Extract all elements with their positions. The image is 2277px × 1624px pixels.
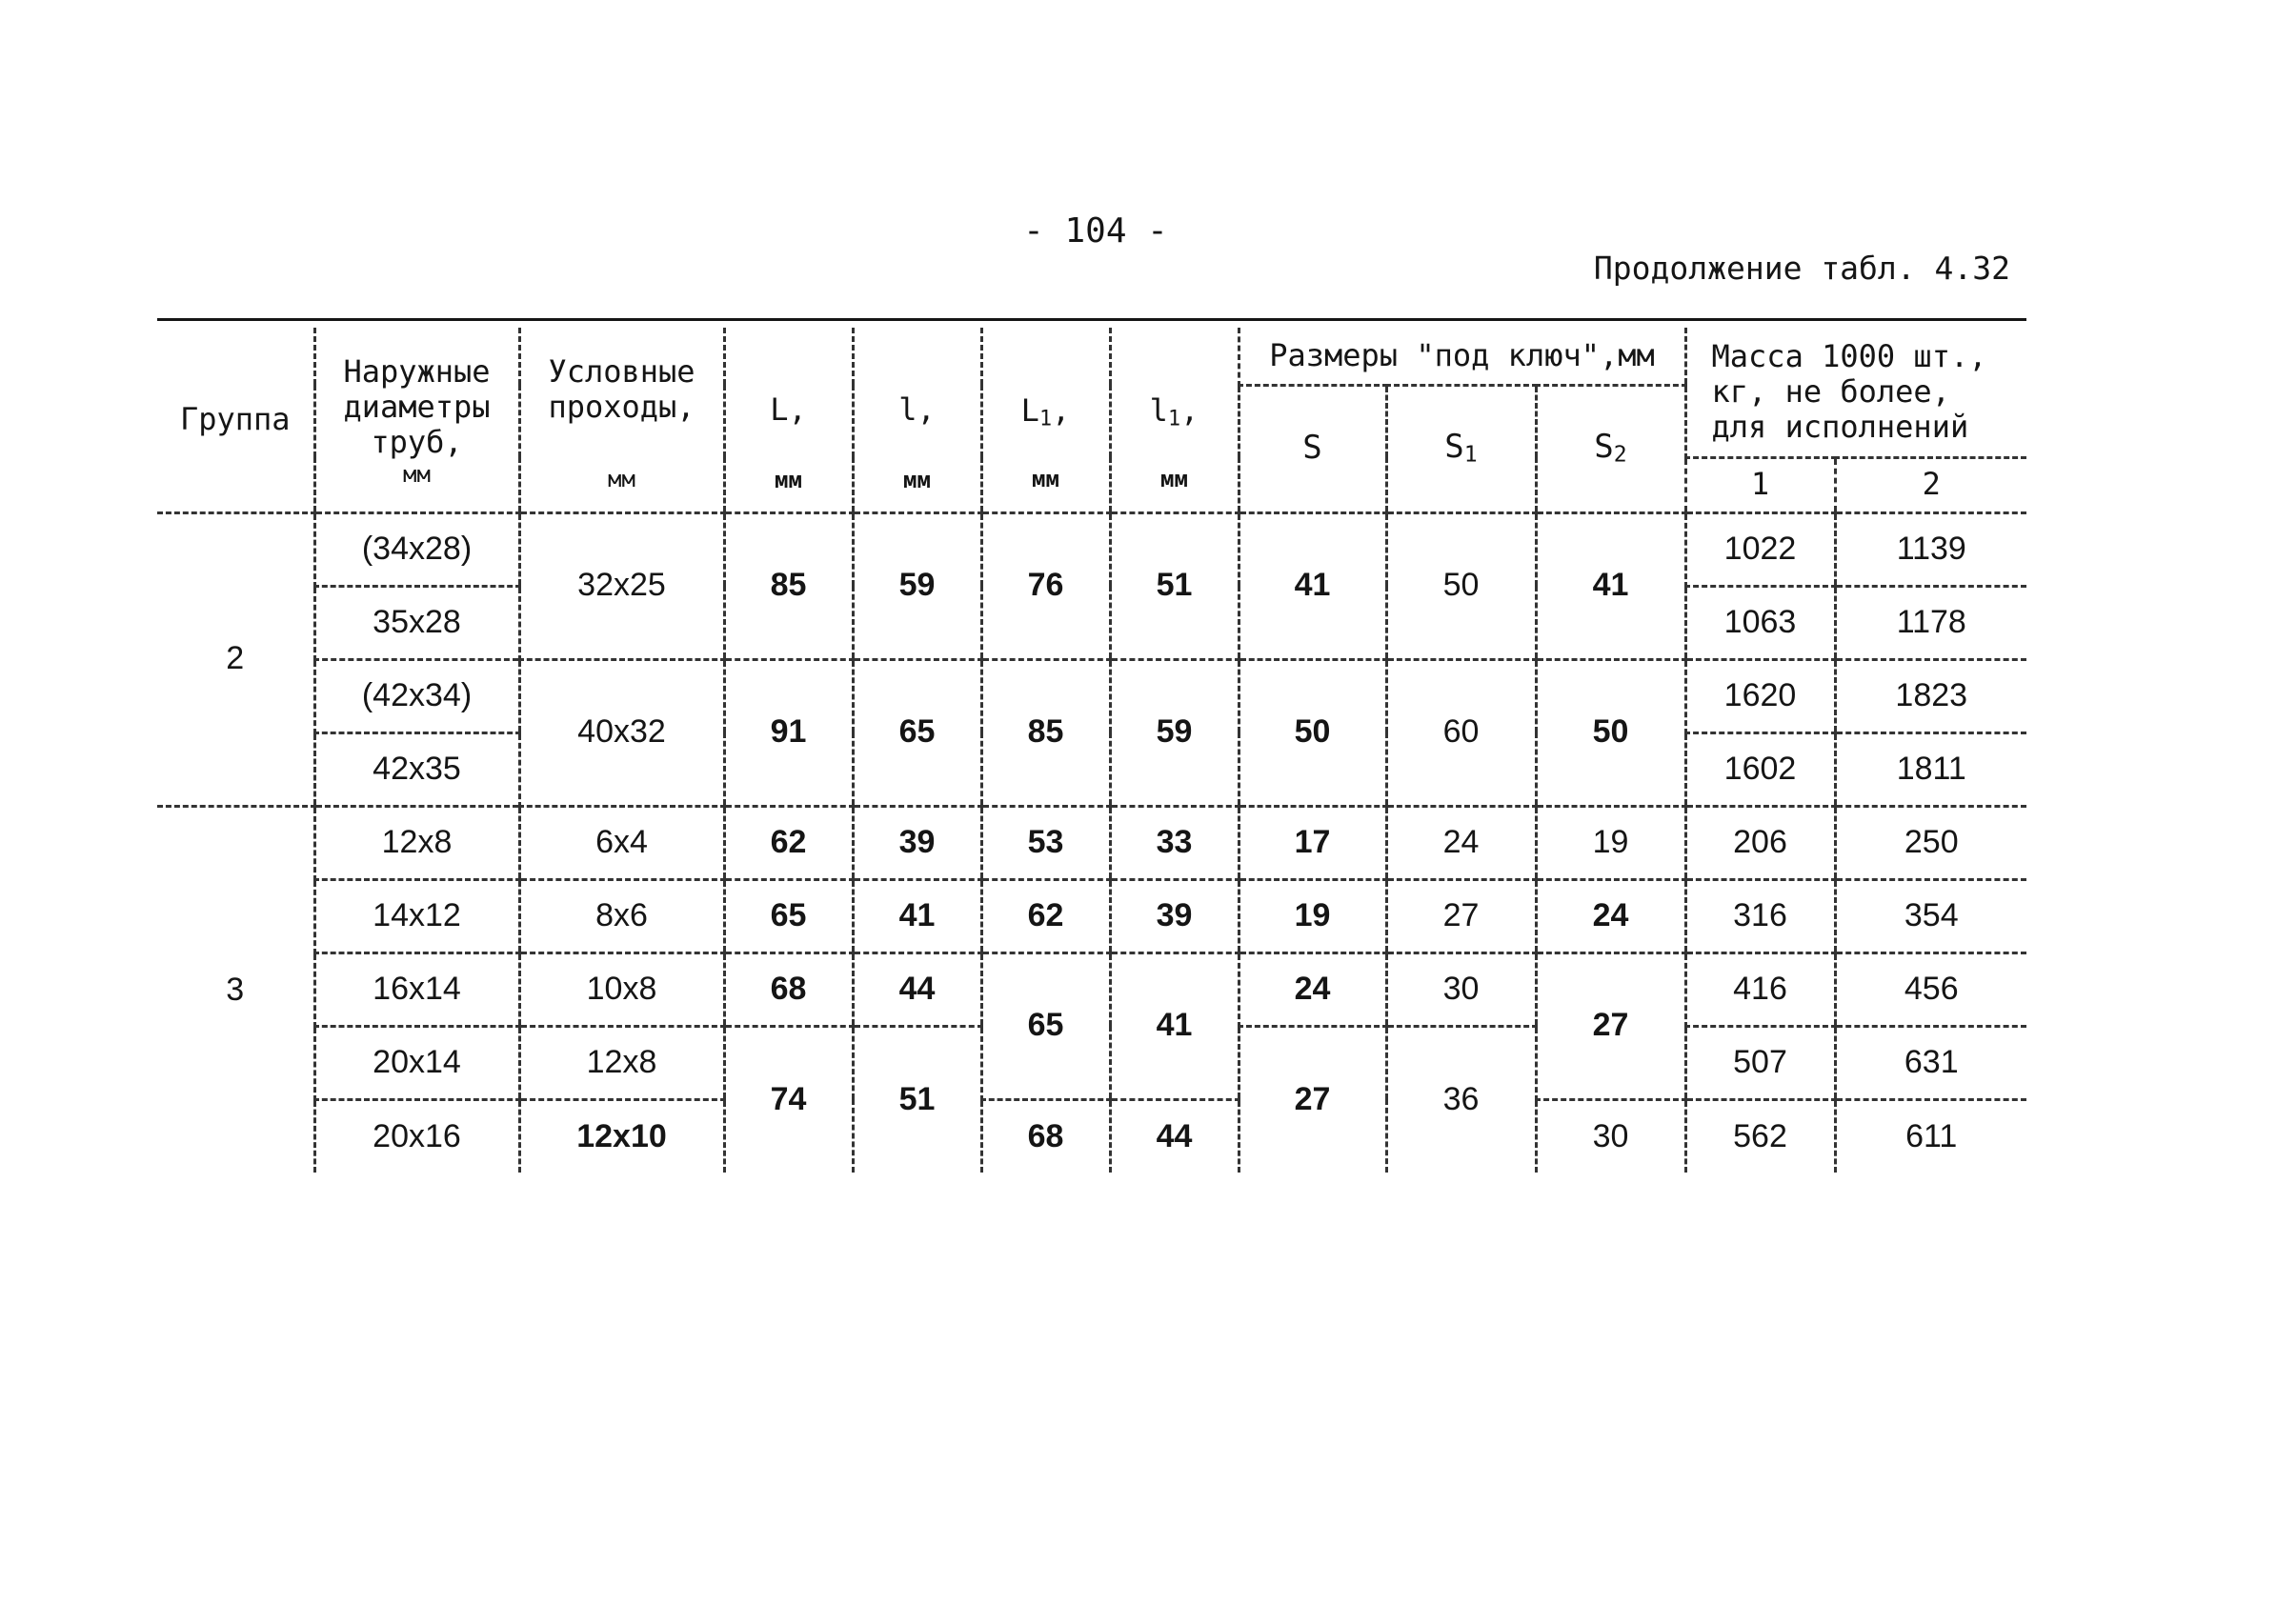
cell-mass-1: 416	[1685, 952, 1835, 1026]
cell-S1: 30	[1386, 952, 1536, 1026]
header-S1-sub: 1	[1463, 442, 1478, 468]
header-l-unit: мм	[903, 466, 931, 493]
cell-outer: (42x34)	[314, 659, 519, 732]
cell-outer: 20x16	[314, 1099, 519, 1173]
header-L1-label	[983, 393, 1109, 431]
table-top-rule	[157, 318, 2026, 321]
table-row	[157, 879, 2026, 952]
cell-S2: 19	[1536, 806, 1685, 879]
cell-l: 41	[853, 879, 981, 952]
cell-l1: 44	[1110, 1099, 1239, 1173]
cell-outer: 14x12	[314, 879, 519, 952]
cell-mass-1: 507	[1685, 1026, 1835, 1099]
header-L1-unit: мм	[1032, 466, 1059, 493]
cell-mass-1: 206	[1685, 806, 1835, 879]
header-S1	[1386, 385, 1536, 512]
cell-S: 27	[1239, 1026, 1386, 1173]
cell-L: 85	[724, 512, 853, 659]
header-S2	[1536, 385, 1685, 512]
cell-l1: 39	[1110, 879, 1239, 952]
page-number: - 104 -	[1023, 211, 1168, 251]
cell-l1: 33	[1110, 806, 1239, 879]
cell-mass-2: 354	[1835, 879, 2026, 952]
header-nominal-label: Условные проходы,	[548, 353, 695, 426]
header-L1	[981, 328, 1110, 512]
cell-mass-1: 316	[1685, 879, 1835, 952]
cell-nominal: 6x4	[519, 806, 724, 879]
cell-S1: 24	[1386, 806, 1536, 879]
cell-S1: 50	[1386, 512, 1536, 659]
cell-l: 44	[853, 952, 981, 1026]
cell-S: 17	[1239, 806, 1386, 879]
cell-mass-2: 631	[1835, 1026, 2026, 1099]
header-outer-label: Наружные диаметры труб,	[343, 353, 491, 461]
cell-nominal: 32x25	[519, 512, 724, 659]
cell-mass-1: 1022	[1685, 512, 1835, 586]
header-L-label: L,	[770, 391, 807, 428]
cell-outer: 20x14	[314, 1026, 519, 1099]
header-exec-1	[1685, 457, 1835, 512]
cell-l: 59	[853, 512, 981, 659]
cell-L1: 53	[981, 806, 1110, 879]
cell-L1: 85	[981, 659, 1110, 806]
header-S1-main: S	[1444, 428, 1464, 467]
cell-L: 68	[724, 952, 853, 1026]
header-exec-1-label: 1	[1750, 466, 1770, 503]
table-row	[157, 512, 2026, 586]
header-l1	[1110, 328, 1239, 512]
header-l-label: l,	[898, 391, 936, 428]
cell-l1: 59	[1110, 659, 1239, 806]
header-S2-main: S	[1594, 428, 1614, 467]
cell-S: 19	[1239, 879, 1386, 952]
cell-L: 74	[724, 1026, 853, 1173]
cell-L1: 76	[981, 512, 1110, 659]
header-nominal-bores	[519, 328, 724, 512]
cell-mass-2: 1811	[1835, 732, 2026, 806]
header-S	[1239, 385, 1386, 512]
cell-mass-2: 250	[1835, 806, 2026, 879]
cell-l: 65	[853, 659, 981, 806]
cell-S: 50	[1239, 659, 1386, 806]
header-l1-tail: ,	[1180, 391, 1199, 429]
header-outer-diameters	[314, 328, 519, 512]
header-L1-tail: ,	[1052, 391, 1071, 429]
table-row	[157, 806, 2026, 879]
cell-outer: 16x14	[314, 952, 519, 1026]
table-row	[157, 659, 2026, 732]
header-mass	[1685, 328, 2026, 457]
header-exec-2-label: 2	[1922, 466, 1941, 503]
cell-L: 65	[724, 879, 853, 952]
cell-outer: (34x28)	[314, 512, 519, 586]
header-key-sizes-label: Размеры "под ключ",мм	[1269, 336, 1655, 373]
cell-S1: 27	[1386, 879, 1536, 952]
header-l1-unit: мм	[1160, 466, 1188, 493]
cell-outer: 12x8	[314, 806, 519, 879]
header-L1-main: L	[1020, 391, 1039, 429]
cell-mass-2: 1139	[1835, 512, 2026, 586]
group-cell: 2	[157, 512, 314, 806]
group-cell: 3	[226, 971, 245, 1008]
cell-S: 24	[1239, 952, 1386, 1026]
cell-S2: 24	[1536, 879, 1685, 952]
header-mass-label: Масса 1000 шт., кг, не более, для исполнений	[1711, 337, 1987, 445]
header-L	[724, 328, 853, 512]
cell-nominal: 10x8	[519, 952, 724, 1026]
cell-l1: 41	[1110, 952, 1239, 1099]
cell-mass-1: 1602	[1685, 732, 1835, 806]
cell-S2: 50	[1536, 659, 1685, 806]
cell-S2: 30	[1536, 1099, 1685, 1173]
header-group-label: Группа	[179, 400, 291, 437]
header-key-sizes	[1239, 328, 1685, 385]
cell-mass-2: 611	[1835, 1099, 2026, 1173]
header-l1-main: l	[1149, 391, 1168, 429]
header-L1-sub: 1	[1038, 406, 1053, 431]
cell-L: 62	[724, 806, 853, 879]
cell-mass-1: 1620	[1685, 659, 1835, 732]
cell-nominal: 8x6	[519, 879, 724, 952]
cell-L1: 62	[981, 879, 1110, 952]
header-l1-sub: 1	[1167, 406, 1181, 431]
cell-nominal: 12x10	[519, 1099, 724, 1173]
header-l1-label	[1112, 393, 1238, 431]
cell-mass-1: 562	[1685, 1099, 1835, 1173]
header-group	[157, 328, 314, 512]
header-exec-2	[1835, 457, 2026, 512]
header-l	[853, 328, 981, 512]
cell-l: 39	[853, 806, 981, 879]
cell-L1: 68	[981, 1099, 1110, 1173]
cell-S2: 41	[1536, 512, 1685, 659]
table-row	[157, 952, 2026, 1026]
cell-mass-2: 1823	[1835, 659, 2026, 732]
cell-S2: 27	[1536, 952, 1685, 1099]
header-S2-sub: 2	[1613, 442, 1627, 468]
table-caption: Продолжение табл. 4.32	[1593, 250, 2010, 287]
cell-L1: 65	[981, 952, 1110, 1099]
cell-outer: 42x35	[314, 732, 519, 806]
header-nominal-unit: мм	[608, 466, 635, 493]
cell-nominal: 40x32	[519, 659, 724, 806]
header-outer-unit: мм	[403, 461, 431, 489]
cell-l: 51	[853, 1026, 981, 1173]
cell-S1: 60	[1386, 659, 1536, 806]
cell-l1: 51	[1110, 512, 1239, 659]
cell-mass-1: 1063	[1685, 586, 1835, 659]
cell-nominal: 12x8	[519, 1026, 724, 1099]
header-S-label: S	[1302, 429, 1322, 468]
cell-S1: 36	[1386, 1026, 1536, 1173]
cell-mass-2: 456	[1835, 952, 2026, 1026]
cell-S: 41	[1239, 512, 1386, 659]
table-row	[157, 1099, 2026, 1173]
header-L-unit: мм	[775, 466, 802, 493]
cell-L: 91	[724, 659, 853, 806]
header-row-1	[157, 328, 2026, 385]
cell-mass-2: 1178	[1835, 586, 2026, 659]
cell-outer: 35x28	[314, 586, 519, 659]
dimensions-table	[157, 328, 2026, 1173]
